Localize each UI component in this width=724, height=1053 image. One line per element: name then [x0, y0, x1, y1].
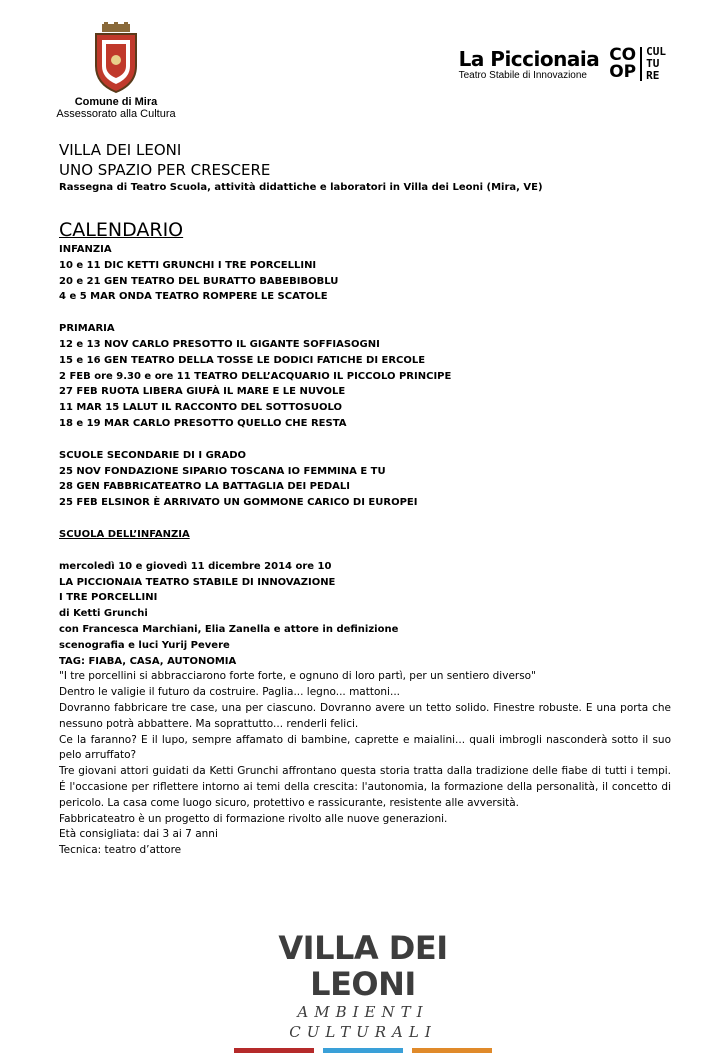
coop-right — [642, 46, 666, 82]
calendar-item: 2 FEB ore 9.30 e ore 11 TEATRO DELL’ACQUARIO IL PICCOLO PRINCIPE — [59, 370, 452, 382]
calendar-item: 25 FEB ELSINOR È ARRIVATO UN GOMMONE CARICO DI EUROPEI — [59, 497, 418, 509]
title-spazio: UNO SPAZIO PER CRESCERE — [59, 161, 271, 179]
piccionaia-name: La Piccionaia — [458, 46, 600, 71]
coop-right-line: CUL — [646, 45, 666, 58]
calendar-item: 28 GEN FABBRICATEATRO LA BATTAGLIA DEI PEDALI — [59, 481, 350, 493]
calendar-item: 25 NOV FONDAZIONE SIPARIO TOSCANA IO FEMMINA E TU — [59, 465, 386, 477]
coop-left-line: OP — [609, 62, 637, 82]
coop-right-line: RE — [646, 69, 660, 82]
section-label-primaria: PRIMARIA — [59, 323, 115, 335]
section-label-infanzia: INFANZIA — [59, 244, 112, 255]
event-cast: con Francesca Marchiani, Elia Zanella e attore in definizione — [59, 623, 399, 635]
footer-bar-red — [234, 1048, 314, 1053]
coop-right-line: TU — [646, 57, 660, 70]
comune-logo — [50, 22, 182, 120]
event-author: di Ketti Grunchi — [59, 608, 148, 620]
footer-villa-wordmark: VILLA DEI LEONI — [278, 929, 448, 1003]
footer-bar-orange — [412, 1048, 492, 1053]
event-crew: scenografia e luci Yurij Pevere — [59, 639, 230, 651]
calendar-item: 4 e 5 MAR ONDA TEATRO ROMPERE LE SCATOLE — [59, 291, 328, 303]
villa-dei-leoni-logo — [228, 930, 498, 1053]
event-description-line: Età consigliata: dai 3 ai 7 anni — [59, 828, 218, 841]
event-section-heading: SCUOLA DELL’INFANZIA — [59, 528, 190, 540]
comune-name: Comune di Mira — [74, 96, 158, 108]
event-description-line: Dovranno fabbricare tre case, una per ciascuno. Dovranno avere un tetto solido. Finestre robuste. E una porta che nessuno potrà abbattere. Ma soprattutto... renderli felici. — [59, 701, 671, 730]
footer-color-bars — [228, 1048, 498, 1053]
event-company: LA PICCIONAIA TEATRO STABILE DI INNOVAZIONE — [59, 576, 336, 588]
event-tags: TAG: FIABA, CASA, AUTONOMIA — [59, 655, 237, 667]
calendar-heading: CALENDARIO — [59, 219, 184, 241]
document-body — [59, 140, 671, 859]
subtitle-rassegna: Rassegna di Teatro Scuola, attività didattiche e laboratori in Villa dei Leoni (Mira, VE) — [59, 182, 543, 193]
piccionaia-subtitle: Teatro Stabile di Innovazione — [458, 69, 587, 81]
coop-left-line: CO — [609, 45, 637, 65]
calendar-item: 18 e 19 MAR CARLO PRESOTTO QUELLO CHE RESTA — [59, 417, 347, 429]
piccionaia-logo — [459, 46, 666, 82]
event-description-line: Dentro le valigie il futuro da costruire. Paglia... legno... mattoni... — [59, 686, 400, 699]
event-title: I TRE PORCELLINI — [59, 592, 158, 604]
event-description-line: Fabbricateatro è un progetto di formazione rivolto alle nuove generazioni. — [59, 812, 448, 825]
calendar-item: 10 e 11 DIC KETTI GRUNCHI I TRE PORCELLINI — [59, 259, 317, 271]
event-description-line: Tre giovani attori guidati da Ketti Grunchi affrontano questa storia tratta dalla tradizione delle fiabe di tutti i tempi. É l'occasione per riflettere intorno ai temi della crescita: l'autonomia, la formazione della personalità, il concetto di pericolo. La casa come luogo sicuro, protettivo e rassicurante, resistente alle avversità. — [59, 765, 671, 809]
event-description-line: Tecnica: teatro d’attore — [59, 844, 182, 857]
calendar-item: 15 e 16 GEN TEATRO DELLA TOSSE LE DODICI FATICHE DI ERCOLE — [59, 354, 426, 366]
footer-bar-blue — [323, 1048, 403, 1053]
event-date: mercoledì 10 e giovedì 11 dicembre 2014 ore 10 — [59, 560, 332, 572]
calendar-item: 11 MAR 15 LALUT IL RACCONTO DEL SOTTOSUOLO — [59, 402, 342, 414]
event-description-line: Ce la faranno? E il lupo, sempre affamato di bambine, caprette e maialini... quali imbrogli nasconderà sotto il suo pelo arruffato? — [59, 733, 671, 762]
piccionaia-wordmark — [459, 48, 600, 81]
calendar-item: 20 e 21 GEN TEATRO DEL BURATTO BABEBIBOBLU — [59, 275, 339, 287]
section-label-secondarie: SCUOLE SECONDARIE DI I GRADO — [59, 449, 247, 461]
crest-icon — [90, 22, 142, 94]
coop-culture-logo — [609, 46, 666, 82]
footer-ambienti-tagline: AMBIENTI CULTURALI — [289, 1003, 437, 1041]
title-villa: VILLA DEI LEONI — [59, 141, 182, 159]
calendar-item: 12 e 13 NOV CARLO PRESOTTO IL GIGANTE SOFFIASOGNI — [59, 338, 380, 350]
comune-subtitle: Assessorato alla Cultura — [56, 108, 176, 120]
event-description-line: "I tre porcellini si abbracciarono forte forte, e ognuno di loro partì, per un sentiero diverso" — [59, 670, 536, 683]
calendar-item: 27 FEB RUOTA LIBERA GIUFÀ IL MARE E LE NUVOLE — [59, 386, 346, 398]
coop-left — [609, 47, 642, 81]
